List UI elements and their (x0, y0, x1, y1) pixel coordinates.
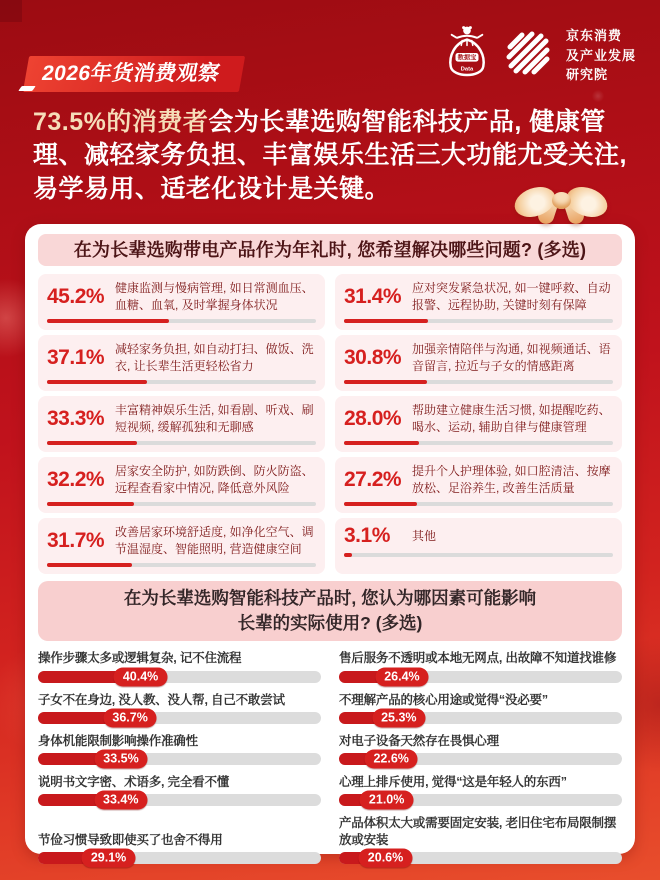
percentage-value: 3.1% (344, 524, 390, 548)
progress-track (344, 380, 613, 384)
bow-knot (552, 192, 571, 209)
question2-line1: 在为长辈选购智能科技产品时, 您认为哪因素可能影响 (123, 588, 537, 609)
progress-track (344, 553, 613, 557)
brand-logo-group (444, 24, 636, 87)
mascot-banner-text: 数据宝 (457, 54, 477, 62)
item-description: 健康监测与慢病管理, 如日常测血压、血糖、血氧, 及时掌握身体状况 (115, 281, 314, 313)
survey1-item (38, 335, 325, 391)
bar-track (38, 794, 321, 806)
percentage-value: 28.0% (344, 407, 402, 431)
bar-track (339, 712, 622, 724)
factor-label: 不理解产品的核心用途或觉得“没必要” (339, 692, 548, 707)
item-description: 应对突发紧急状况, 如一键呼救、自动报警、远程协助, 关键时刻有保障 (412, 281, 611, 313)
bar-track (38, 712, 321, 724)
institute-name-line2: 及产业发展 (565, 47, 636, 63)
survey1-item (335, 335, 622, 391)
factor-label: 产品体积太大或需要固定安装, 老旧住宅布局限制摆放或安装 (339, 816, 617, 847)
headline-rest: 会为长辈选购智能科技产品, 健康管理、减轻家务负担、丰富娱乐生活三大功能尤受关注, 易学易用、适老化设计是关键。 (33, 108, 627, 203)
survey2-item (339, 815, 622, 864)
bar-track (339, 794, 622, 806)
survey1-item-row (47, 524, 316, 558)
percentage-value: 30.8% (344, 346, 402, 370)
bar-track (38, 671, 321, 683)
item-description: 改善居家环境舒适度, 如净化空气、调节温湿度、智能照明, 营造健康空间 (115, 525, 314, 557)
percentage-value: 31.4% (344, 285, 402, 309)
bar-track (38, 852, 321, 864)
bar-track (339, 753, 622, 765)
item-description: 其他 (412, 528, 437, 543)
percentage-capsule: 20.6% (359, 848, 412, 867)
percentage-capsule: 21.0% (360, 791, 413, 810)
question2-results-grid (38, 650, 622, 864)
percentage-capsule: 33.5% (94, 750, 147, 769)
survey2-item (339, 692, 622, 724)
progress-fill (344, 319, 428, 323)
survey1-item (335, 518, 622, 574)
ribbon-bow-decoration (513, 180, 609, 228)
progress-fill (344, 380, 427, 384)
percentage-capsule: 26.4% (375, 667, 428, 686)
corner-decoration (0, 0, 22, 22)
percentage-capsule: 25.3% (372, 708, 425, 727)
survey2-item (38, 692, 321, 724)
jd-institute-stripes-icon (504, 29, 552, 82)
survey1-item-row (344, 280, 613, 314)
factor-label: 说明书文字密、术语多, 完全看不懂 (38, 775, 230, 790)
question2-banner (38, 581, 622, 641)
survey2-item (339, 650, 622, 682)
percentage-value: 32.2% (47, 468, 105, 492)
progress-fill (47, 380, 147, 384)
item-description: 帮助建立健康生活习惯, 如提醒吃药、喝水、运动, 辅助自律与健康管理 (412, 403, 611, 435)
survey1-item (38, 396, 325, 452)
percentage-capsule: 22.6% (364, 750, 417, 769)
progress-track (47, 380, 316, 384)
progress-track (344, 441, 613, 445)
headline-highlight: 73.5%的消费者 (33, 108, 209, 136)
edition-badge: 2026年货消费观察 (23, 56, 245, 92)
percentage-capsule: 29.1% (82, 848, 135, 867)
survey1-item-row (344, 341, 613, 375)
factor-label: 心理上排斥使用, 觉得“这是年轻人的东西” (339, 775, 567, 790)
percentage-capsule: 36.7% (103, 708, 156, 727)
survey2-item (38, 733, 321, 765)
survey1-item-row (344, 524, 613, 548)
factor-label: 身体机能限制影响操作准确性 (38, 733, 198, 748)
survey1-item-row (47, 402, 316, 436)
survey1-item (38, 457, 325, 513)
survey1-item-row (47, 280, 316, 314)
percentage-value: 33.3% (47, 407, 105, 431)
survey1-item (335, 396, 622, 452)
survey1-item-row (47, 341, 316, 375)
progress-fill (344, 502, 417, 506)
question1-results-grid (38, 274, 622, 574)
percentage-capsule: 40.4% (114, 667, 167, 686)
progress-track (47, 563, 316, 567)
progress-track (344, 319, 613, 323)
bar-track (339, 671, 622, 683)
factor-label: 节俭习惯导致即使买了也舍不得用 (38, 832, 223, 847)
survey2-item (38, 650, 321, 682)
factor-label: 售后服务不透明或本地无网点, 出故障不知道找谁修 (339, 651, 617, 666)
factor-label: 操作步骤太多或逻辑复杂, 记不住流程 (38, 651, 242, 666)
progress-fill (47, 441, 137, 445)
question2-line2: 长辈的实际使用? (多选) (237, 612, 423, 633)
survey1-item-row (47, 463, 316, 497)
mascot-caption-text: Data (460, 66, 474, 73)
item-description: 加强亲情陪伴与沟通, 如视频通话、语音留言, 拉近与子女的情感距离 (412, 342, 611, 374)
percentage-value: 45.2% (47, 285, 105, 309)
progress-fill (47, 319, 169, 323)
item-description: 提升个人护理体验, 如口腔清洁、按摩放松、足浴养生, 改善生活质量 (412, 464, 611, 496)
institute-name-line1: 京东消费 (565, 28, 622, 44)
survey2-item (38, 774, 321, 806)
progress-fill (344, 553, 352, 557)
survey1-item (335, 274, 622, 330)
progress-fill (47, 502, 134, 506)
progress-track (47, 502, 316, 506)
survey2-item (339, 733, 622, 765)
progress-track (344, 502, 613, 506)
survey2-item (38, 832, 321, 864)
progress-track (47, 441, 316, 445)
percentage-value: 37.1% (47, 346, 105, 370)
survey1-item (38, 518, 325, 574)
percentage-value: 31.7% (47, 529, 105, 553)
survey1-item (335, 457, 622, 513)
percentage-value: 27.2% (344, 468, 402, 492)
progress-fill (344, 441, 419, 445)
survey1-item-row (344, 463, 613, 497)
data-treasure-mascot-icon (444, 24, 490, 87)
survey1-item (38, 274, 325, 330)
item-description: 减轻家务负担, 如自动打扫、做饭、洗衣, 让长辈生活更轻松省力 (115, 342, 314, 374)
survey2-item (339, 774, 622, 806)
item-description: 居家安全防护, 如防跌倒、防火防盗、远程查看家中情况, 降低意外风险 (115, 464, 314, 496)
progress-fill (47, 563, 132, 567)
bar-track (339, 852, 622, 864)
percentage-capsule: 33.4% (94, 791, 147, 810)
institute-name (566, 26, 636, 85)
item-description: 丰富精神娱乐生活, 如看剧、听戏、刷短视频, 缓解孤独和无聊感 (115, 403, 314, 435)
progress-track (47, 319, 316, 323)
survey-card (25, 224, 635, 865)
factor-label: 子女不在身边, 没人教、没人帮, 自己不敢尝试 (38, 692, 285, 707)
institute-name-line3: 研究院 (565, 67, 608, 83)
survey1-item-row (344, 402, 613, 436)
question1-banner: 在为长辈选购带电产品作为年礼时, 您希望解决哪些问题? (多选) (38, 234, 622, 266)
bar-track (38, 753, 321, 765)
factor-label: 对电子设备天然存在畏惧心理 (339, 733, 499, 748)
